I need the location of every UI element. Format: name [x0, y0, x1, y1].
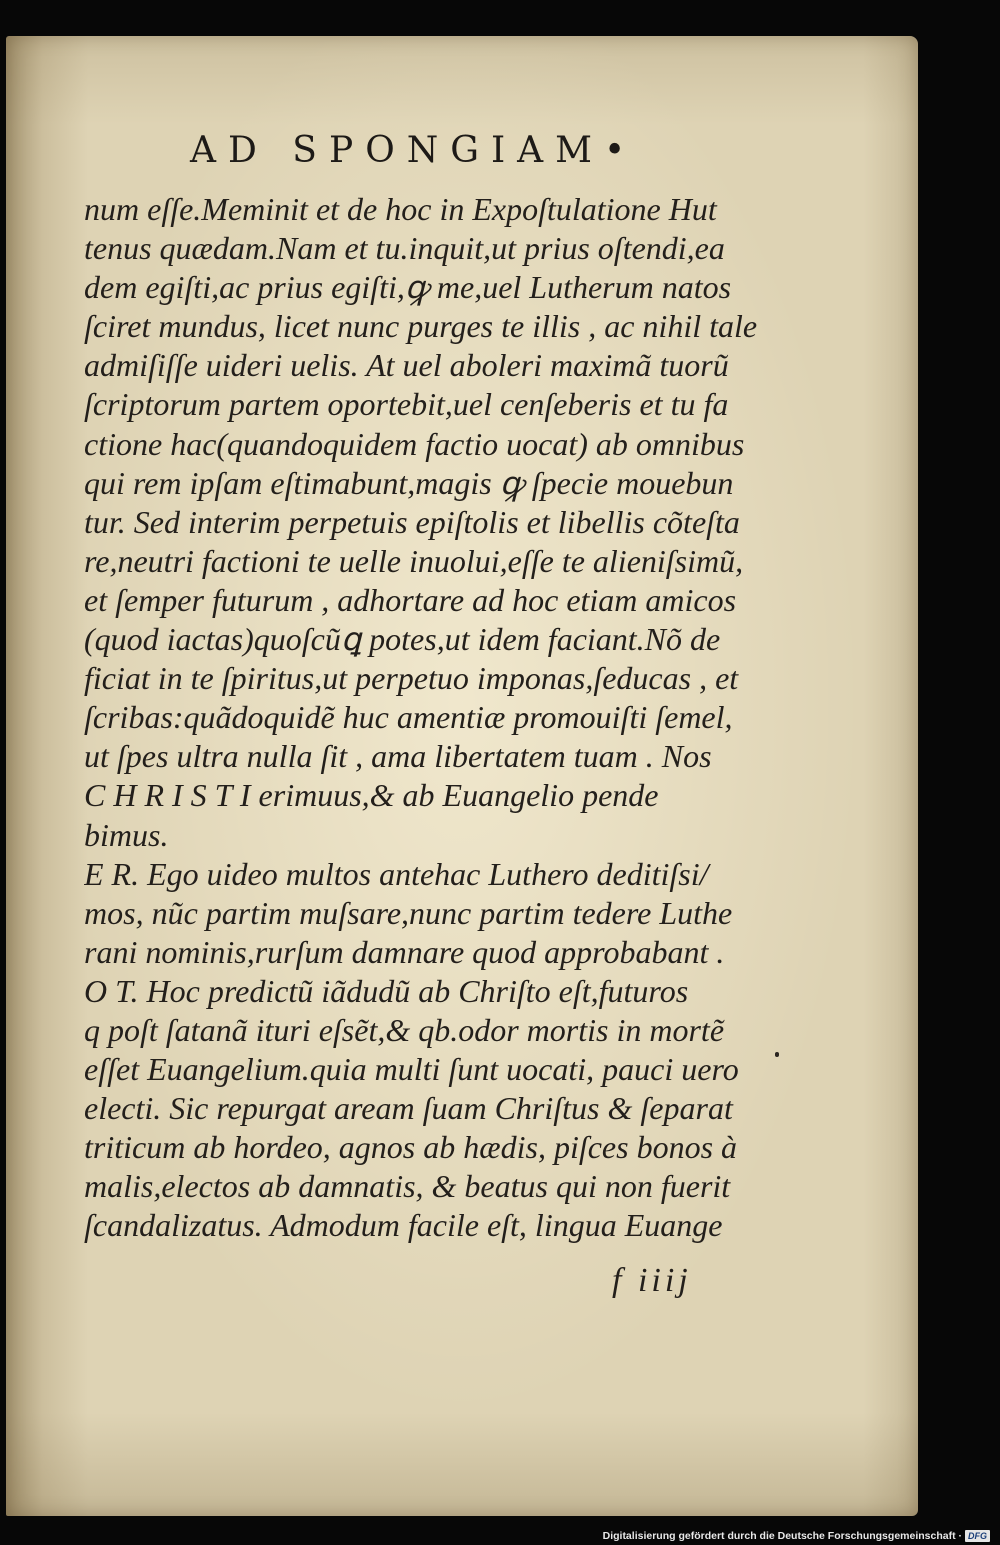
running-head: AD SPONGIAM• — [190, 130, 638, 171]
text-line: re,neutri factioni te uelle inuolui,eſſe te alieniſsimũ, — [84, 542, 744, 579]
text-line: num eſſe.Meminit et de hoc in Expoſtulatione Hut — [84, 191, 717, 227]
text-line: tur. Sed interim perpetuis epiſtolis et libellis cõteſta — [84, 503, 740, 540]
dfg-credit-text: Digitalisierung gefördert durch die Deutsche Forschungsgemeinschaft · — [602, 1530, 962, 1542]
text-line: q poſt ſatanã ituri eſsẽt,& qb.odor mortis in mortẽ — [84, 1011, 725, 1048]
text-line: rani nominis,rurſum damnare quod approbabant . — [84, 933, 725, 970]
text-line: eſſet Euangelium.quia multi ſunt uocati, pauci uero — [84, 1051, 739, 1088]
text-line: bimus. — [84, 816, 169, 853]
text-line: electi. Sic repurgat aream ſuam Chriſtus & ſeparat — [84, 1090, 733, 1127]
text-line: ſcriptorum partem oportebit,uel cenſeberis et tu fa — [84, 386, 729, 423]
text-line: (quod iactas)quoſcũꝗ potes,ut idem faciant.Nõ de — [84, 621, 721, 658]
text-line: dem egiſti,ac prius egiſti,ꝙ me,uel Lutherum natos — [84, 269, 732, 306]
text-line: ctione hac(quandoquidem factio uocat) ab omnibus — [84, 425, 745, 462]
text-line: E R. Ego uideo multos antehac Luthero deditiſsi/ — [84, 855, 709, 892]
text-line: ſcandalizatus. Admodum facile eſt, lingua Euange — [84, 1207, 723, 1244]
dfg-logo-icon: DFG — [965, 1530, 990, 1542]
footer-credit — [603, 1529, 990, 1543]
text-line: triticum ab hordeo, agnos ab hædis, piſces bonos à — [84, 1129, 738, 1166]
text-line: O T. Hoc predictũ iãdudũ ab Chriſto eſt,futuros — [84, 972, 689, 1009]
text-line: et ſemper futurum , adhortare ad hoc etiam amicos — [84, 581, 737, 618]
text-line: ſcribas:quãdoquidẽ huc amentiæ promouiſti ſemel, — [84, 699, 733, 736]
text-line: C H R I S T I erimuus,& ab Euangelio pende — [84, 777, 659, 814]
text-line: qui rem ipſam eſtimabunt,magis ꝙ ſpecie mouebun — [84, 464, 734, 501]
text-line: ut ſpes ultra nulla ſit , ama libertatem tuam . Nos — [84, 738, 712, 775]
signature-mark: f iiij — [612, 1262, 692, 1299]
page-text — [84, 190, 784, 1246]
ink-speck — [775, 1052, 779, 1057]
text-line: admiſiſſe uideri uelis. At uel aboleri maximã tuorũ — [84, 347, 729, 384]
text-line: ficiat in te ſpiritus,ut perpetuo imponas,ſeducas , et — [84, 660, 739, 697]
text-line: malis,electos ab damnatis, & beatus qui non fuerit — [84, 1168, 731, 1205]
text-line: ſciret mundus, licet nunc purges te illis , ac nihil tale — [84, 308, 758, 345]
text-line: tenus quædam.Nam et tu.inquit,ut prius oſtendi,ea — [84, 230, 725, 267]
text-line: mos, nũc partim muſsare,nunc partim tedere Luthe — [84, 894, 733, 931]
